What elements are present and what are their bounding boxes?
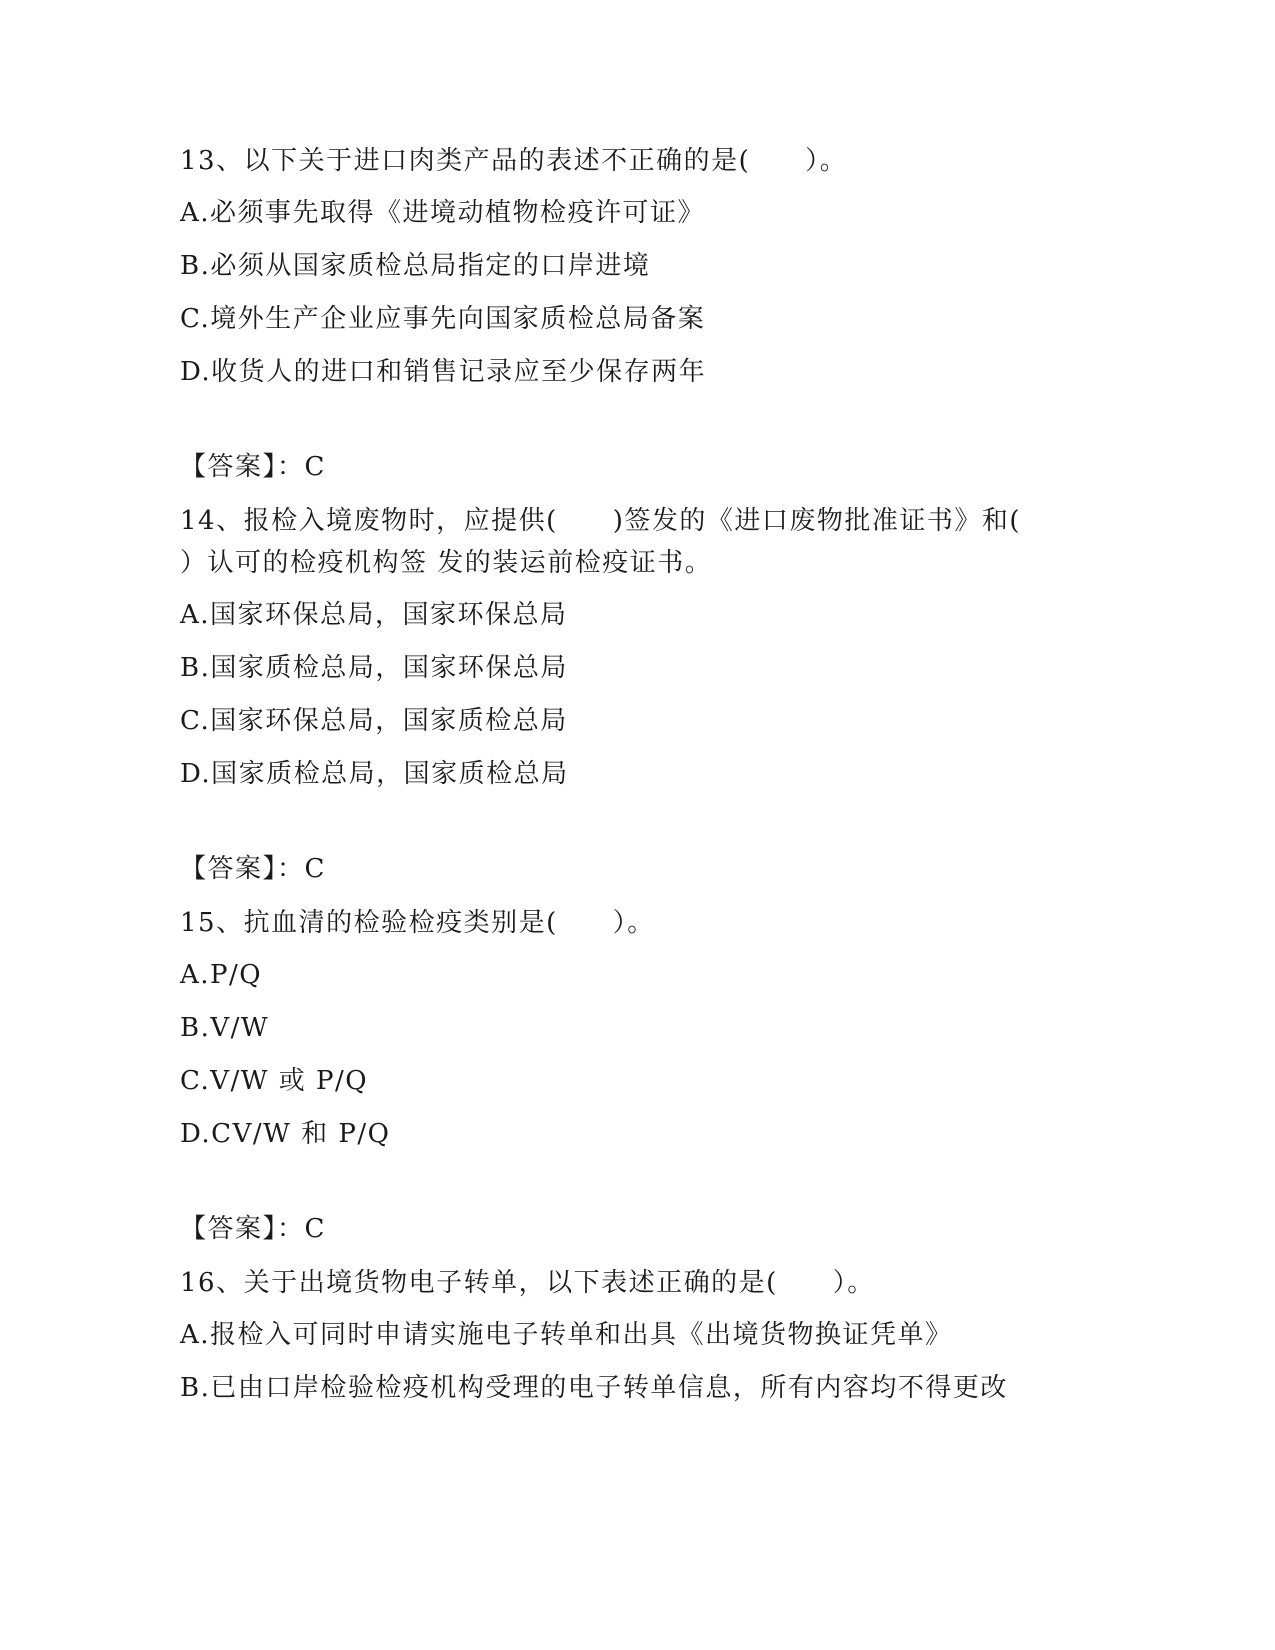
option-a: A.必须事先取得《进境动植物检疫许可证》	[180, 198, 706, 228]
answer-value: C	[304, 1214, 326, 1244]
answer-label: 【答案】：	[180, 452, 305, 482]
option-a: A.国家环保总局，国家环保总局	[180, 600, 568, 630]
answer-label: 【答案】：	[180, 1214, 305, 1244]
question-stem	[180, 1256, 1180, 1309]
option-d: D.收货人的进口和销售记录应至少保存两年	[180, 357, 707, 387]
answer-value: C	[304, 452, 326, 482]
option-b: B.国家质检总局，国家环保总局	[180, 653, 568, 683]
question-15	[180, 896, 1180, 1256]
question-stem-line: 13、以下关于进口肉类产品的表述不正确的是( ）。	[180, 145, 848, 176]
option-c: C.境外生产企业应事先向国家质检总局备案	[180, 304, 706, 334]
option-b: B.必须从国家质检总局指定的口岸进境	[180, 251, 651, 281]
option-a: A.P/Q	[180, 960, 263, 990]
answer-line	[180, 1203, 1180, 1256]
question-stem-line: 15、抗血清的检验检疫类别是( ）。	[180, 907, 655, 938]
answer-label: 【答案】：	[180, 854, 305, 884]
option-d: D.国家质检总局，国家质检总局	[180, 759, 569, 789]
question-stem-line: 14、报检入境废物时，应提供( )签发的《进口废物批准证书》和(	[180, 505, 1022, 536]
option-c: C.V/W 或 P/Q	[180, 1066, 369, 1096]
question-stem	[180, 494, 1180, 589]
question-stem	[180, 134, 1180, 187]
answer-value: C	[304, 854, 326, 884]
answer-line	[180, 441, 1180, 494]
option-b: B.已由口岸检验检疫机构受理的电子转单信息，所有内容均不得更改	[180, 1373, 1008, 1403]
question-stem-line: 16、关于出境货物电子转单，以下表述正确的是( ）。	[180, 1267, 875, 1298]
question-stem-line: ）认可的检疫机构签 发的装运前检疫证书。	[180, 547, 713, 578]
option-a: A.报检入可同时申请实施电子转单和出具《出境货物换证凭单》	[180, 1320, 953, 1350]
answer-line	[180, 843, 1180, 896]
question-16	[180, 1256, 1180, 1415]
option-c: C.国家环保总局，国家质检总局	[180, 706, 568, 736]
question-14	[180, 494, 1180, 896]
option-b: B.V/W	[180, 1013, 270, 1043]
question-stem	[180, 896, 1180, 949]
option-d: D.CV/W 和 P/Q	[180, 1119, 391, 1149]
question-13	[180, 134, 1180, 494]
